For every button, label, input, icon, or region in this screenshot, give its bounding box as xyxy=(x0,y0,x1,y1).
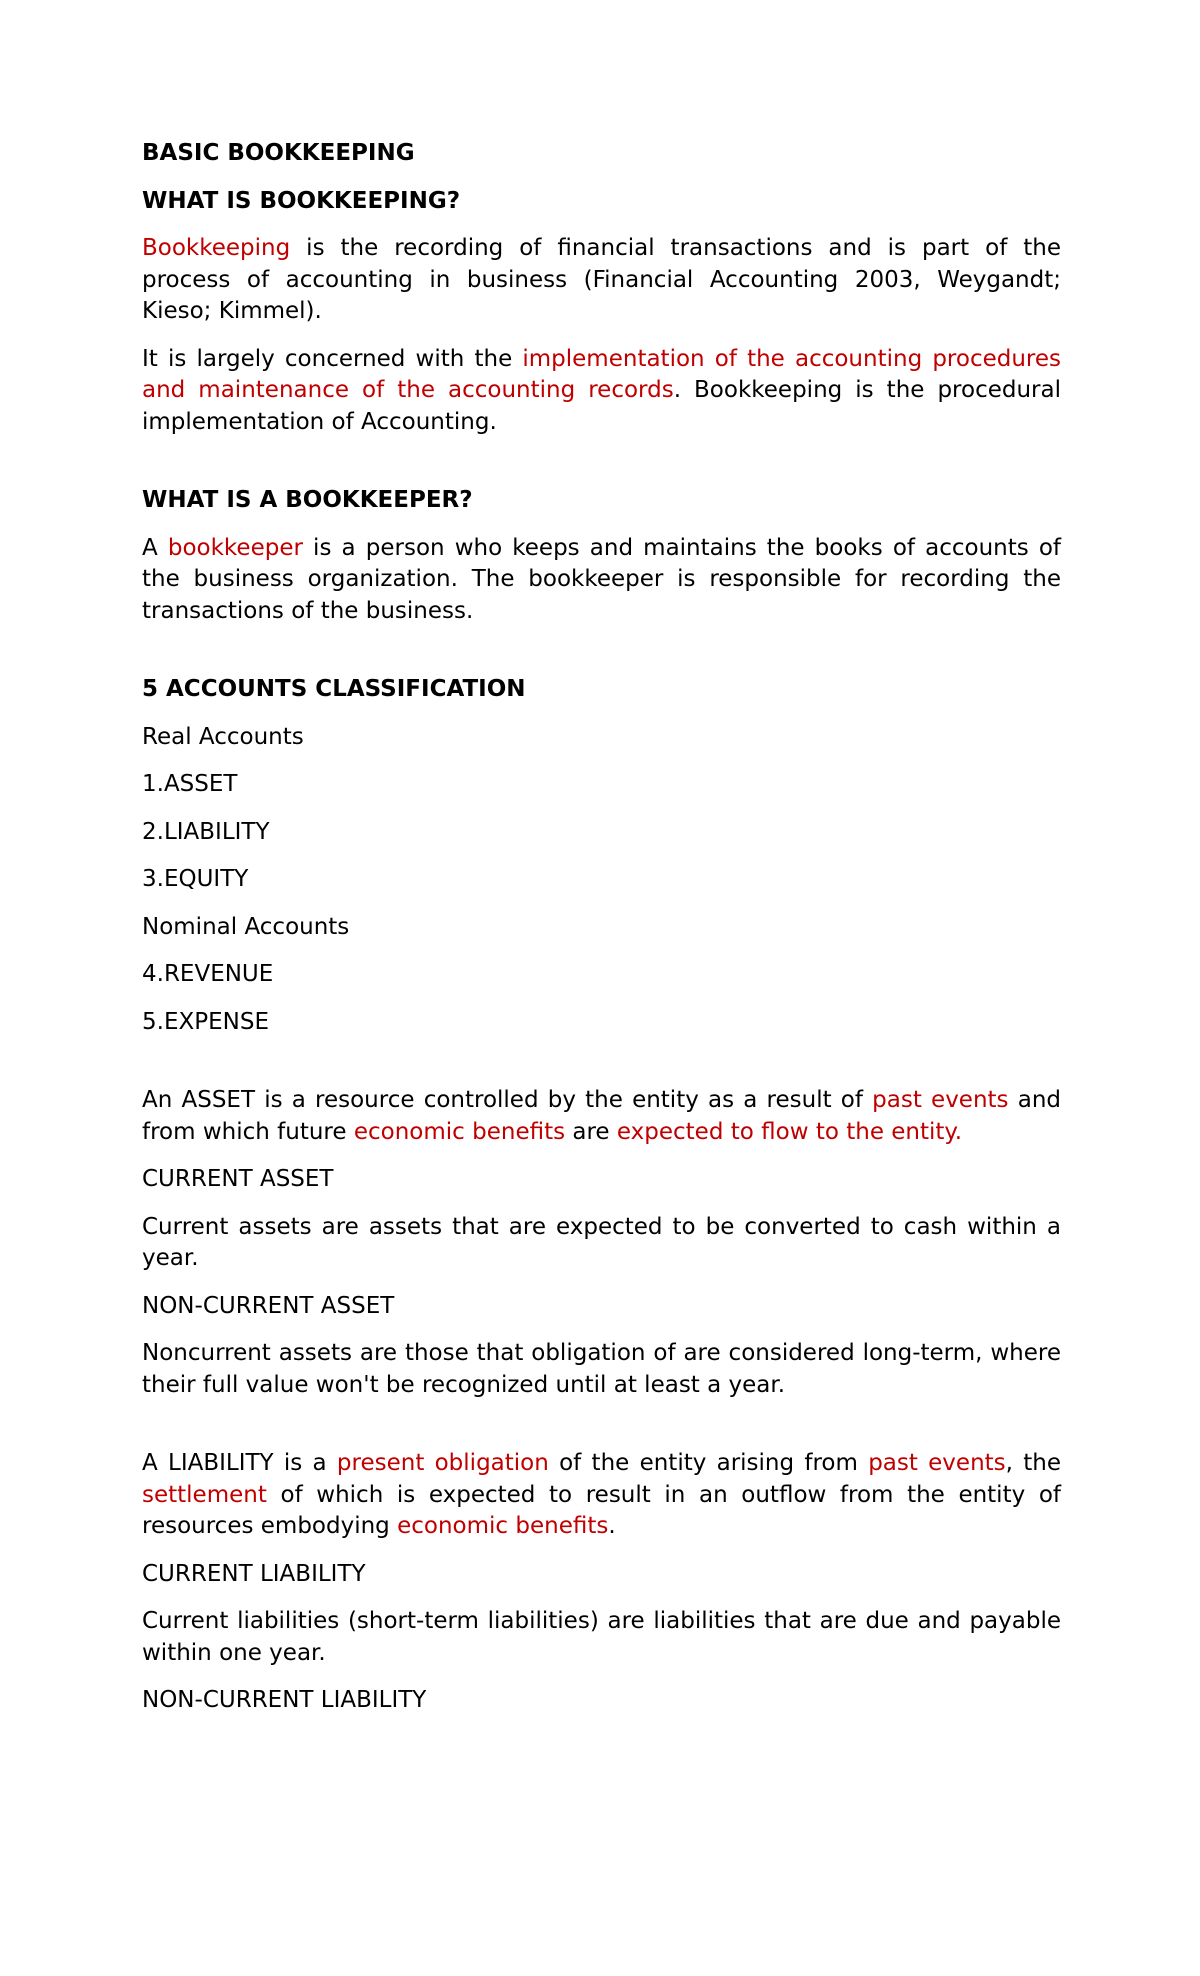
list-item-expense: 5.EXPENSE xyxy=(142,1008,269,1035)
highlight-implementation: implementation of the accounting procedures and maintenance of the accounting records xyxy=(142,345,1061,403)
paragraph-noncurrent-asset: Noncurrent assets are those that obligation of are considered long-term, where their full value won't be recognized until at least a year. xyxy=(142,1340,1061,1398)
paragraph-current-asset: Current assets are assets that are expected to be converted to cash within a year. xyxy=(142,1213,1061,1271)
text-fragment: is the recording of financial transactions and is part of the process of accounting in business (Financial Accounting 2003, Weygandt; Kieso; Kimmel). xyxy=(142,235,1061,324)
text-fragment: It is largely concerned with the xyxy=(142,345,523,372)
text-fragment: An ASSET is a resource controlled by the entity as a result of xyxy=(142,1087,873,1113)
term-bookkeeper: bookkeeper xyxy=(167,534,303,561)
highlight-settlement: settlement xyxy=(142,1481,267,1508)
text-fragment: of the entity arising from xyxy=(548,1450,869,1476)
heading-current-liability: CURRENT LIABILITY xyxy=(142,1560,366,1587)
heading-current-asset: CURRENT ASSET xyxy=(142,1166,334,1192)
paragraph-bookkeeping-definition xyxy=(142,233,1061,328)
paragraph-bookkeeping-concern xyxy=(142,344,1061,439)
paragraph-asset-definition xyxy=(142,1085,1061,1148)
list-item-equity: 3.EQUITY xyxy=(142,866,249,892)
paragraph-liability-definition xyxy=(142,1448,1061,1543)
highlight-economic-benefits: economic benefits xyxy=(397,1513,609,1539)
heading-accounts-classification: 5 ACCOUNTS CLASSIFICATION xyxy=(142,676,526,702)
text-fragment: are xyxy=(565,1118,617,1145)
text-fragment: and from which future xyxy=(142,1087,1062,1145)
list-item-liability: 2.LIABILITY xyxy=(142,818,270,845)
label-real-accounts: Real Accounts xyxy=(142,723,304,750)
heading-what-is-bookkeeping: WHAT IS BOOKKEEPING? xyxy=(142,187,461,214)
list-item-asset: 1.ASSET xyxy=(142,771,238,797)
text-fragment: A LIABILITY is a xyxy=(142,1450,337,1476)
highlight-past-events: past events xyxy=(868,1450,1006,1476)
term-bookkeeping: Bookkeeping xyxy=(142,235,291,261)
text-fragment: is a person who keeps and maintains the books of accounts of the business organization. The bookkeeper is responsible for recording the transactions of the business. xyxy=(142,534,1062,624)
highlight-past-events: past events xyxy=(872,1087,1009,1113)
label-nominal-accounts: Nominal Accounts xyxy=(142,913,350,940)
document-title: BASIC BOOKKEEPING xyxy=(142,140,415,166)
list-item-revenue: 4.REVENUE xyxy=(142,961,274,987)
text-fragment: . Bookkeeping is the procedural implementation of Accounting. xyxy=(142,377,1061,435)
heading-noncurrent-liability: NON-CURRENT LIABILITY xyxy=(142,1687,427,1713)
text-fragment: . xyxy=(608,1513,616,1539)
highlight-present-obligation: present obligation xyxy=(336,1450,549,1476)
heading-noncurrent-asset: NON-CURRENT ASSET xyxy=(142,1292,395,1319)
paragraph-bookkeeper-definition xyxy=(142,533,1061,628)
highlight-economic-benefits: economic benefits xyxy=(353,1118,566,1145)
text-fragment: of which is expected to result in an outflow from the entity of resources embodying xyxy=(142,1481,1061,1539)
highlight-expected-flow: expected to flow to the entity. xyxy=(616,1118,963,1145)
text-fragment: A xyxy=(142,534,168,561)
paragraph-current-liability: Current liabilities (short-term liabilities) are liabilities that are due and payable within one year. xyxy=(142,1608,1061,1666)
heading-what-is-bookkeeper: WHAT IS A BOOKKEEPER? xyxy=(142,487,473,513)
text-fragment: , the xyxy=(1005,1450,1061,1476)
